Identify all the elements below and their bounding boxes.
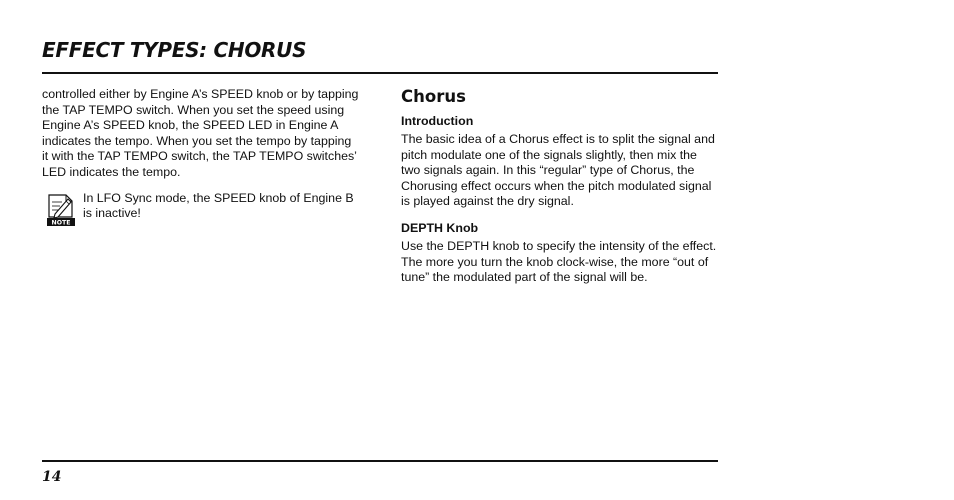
body-paragraph: controlled either by Engine A’s SPEED knob or by tapping the TAP TEMPO switch. When you set the speed using Engine A’s SPEED knob, the SPEED LED in Engine A indicates the tempo. When you set the tempo by tapping it with the TAP TEMPO switch, the TAP TEMPO switches’ LED indicates the tempo. bbox=[42, 87, 359, 179]
left-column bbox=[42, 87, 360, 231]
introduction-text: The basic idea of a Chorus effect is to split the signal and pitch modulate one of the signals slightly, then mix the two signals again. In this “regular” type of Chorus, the Chorusing effect occurs when the pitch modulated signal is played against the dry signal. bbox=[401, 132, 715, 209]
depth-knob-heading: DEPTH Knob bbox=[401, 220, 479, 235]
note-icon bbox=[46, 193, 76, 227]
right-column bbox=[401, 87, 719, 286]
introduction-heading: Introduction bbox=[401, 114, 474, 128]
page-number: 14 bbox=[42, 469, 62, 485]
footer-divider bbox=[42, 460, 718, 462]
header-divider bbox=[42, 72, 718, 74]
page-title: EFFECT TYPES: CHORUS bbox=[42, 38, 307, 62]
note-text: In LFO Sync mode, the SPEED knob of Engine B is inactive! bbox=[83, 190, 354, 221]
depth-knob-text: Use the DEPTH knob to specify the intensity of the effect. The more you turn the knob clock-wise, the more “out of tune” the modulated part of the signal will be. bbox=[401, 238, 717, 285]
section-heading: Chorus bbox=[401, 87, 466, 106]
note-callout bbox=[42, 191, 360, 231]
note-icon-label: NOTE bbox=[51, 219, 71, 227]
